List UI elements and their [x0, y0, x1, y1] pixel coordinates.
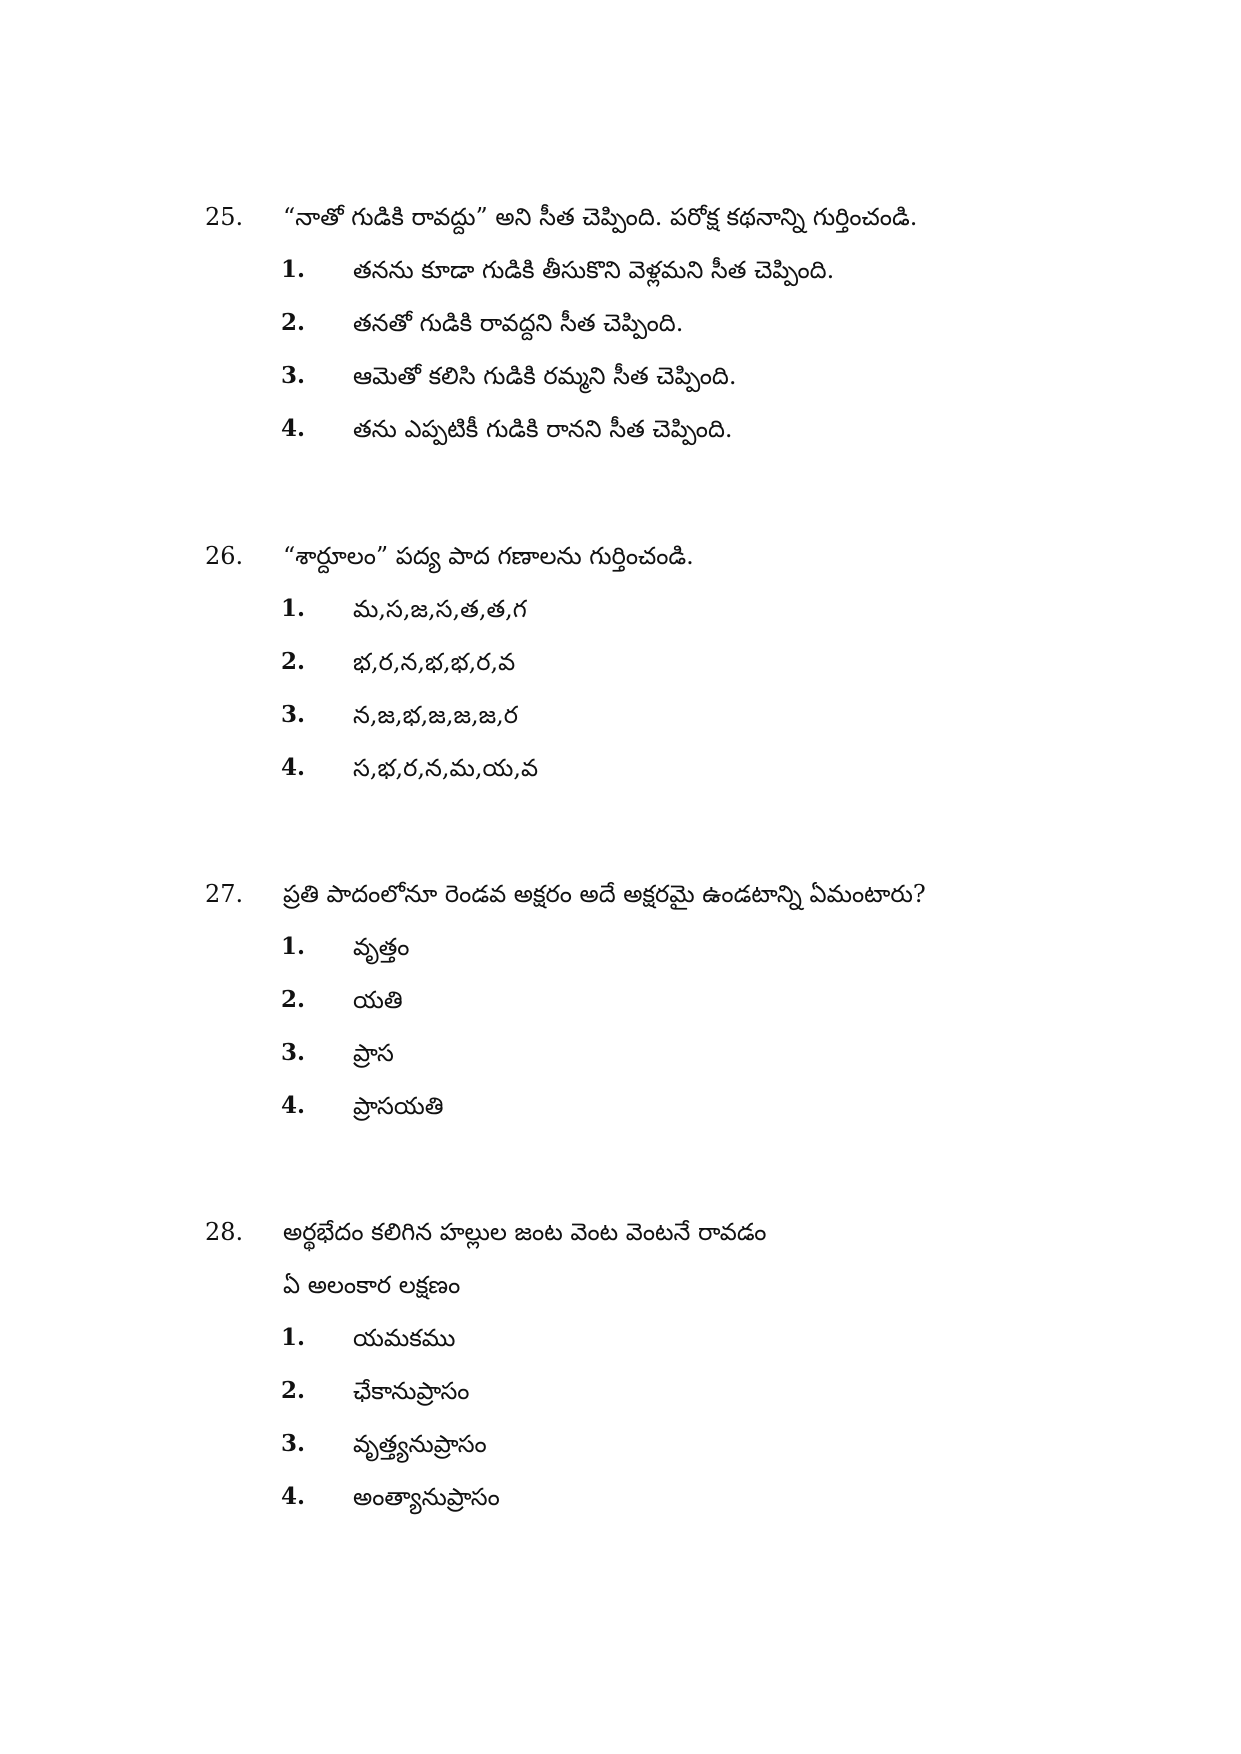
option-number: 3.: [281, 1039, 306, 1066]
option: [0, 356, 1241, 396]
option: [0, 927, 1241, 967]
question-text: “శార్దూలం” పద్య పాద గణాలను గుర్తించండి.: [283, 542, 694, 570]
option-text: మ,స,జ,స,త,త,గ: [353, 595, 527, 623]
option-text: అంత్యానుప్రాసం: [353, 1483, 500, 1511]
question-stem: [0, 874, 1241, 914]
option-number: 2.: [281, 309, 306, 336]
option-text: న,జ,భ,జ,జ,జ,ర: [353, 701, 519, 729]
option-number: 1.: [281, 1324, 306, 1351]
question-number: 28.: [205, 1218, 244, 1246]
option: [0, 1086, 1241, 1126]
option-text: భ,ర,న,భ,భ,ర,వ: [353, 648, 516, 676]
option-number: 4.: [281, 754, 306, 781]
question-stem: [0, 536, 1241, 576]
option-text: వృత్తం: [353, 933, 410, 961]
question-number: 27.: [205, 880, 244, 908]
question-text: ఏ అలంకార లక్షణం: [283, 1271, 461, 1299]
option-number: 3.: [281, 1430, 306, 1457]
option-text: యమకము: [353, 1324, 456, 1352]
option-number: 2.: [281, 986, 306, 1013]
option-text: ప్రాస: [353, 1039, 394, 1067]
option-text: తను ఎప్పటికీ గుడికి రానని సీత చెప్పింది.: [353, 415, 733, 443]
option-number: 3.: [281, 362, 306, 389]
option: [0, 748, 1241, 788]
option-text: యతి: [353, 986, 403, 1014]
option-text: ఛేకానుప్రాసం: [353, 1377, 470, 1405]
option: [0, 1033, 1241, 1073]
question-text: అర్థభేదం కలిగిన హల్లుల జంట వెంట వెంటనే రావడం: [283, 1218, 767, 1246]
option-text: ప్రాసయతి: [353, 1092, 444, 1120]
question-stem: [0, 197, 1241, 237]
option: [0, 1477, 1241, 1517]
option-number: 2.: [281, 648, 306, 675]
question-text: “నాతో గుడికి రావద్దు” అని సీత చెప్పింది. పరోక్ష కథనాన్ని గుర్తించండి.: [283, 203, 918, 231]
question-stem-continuation: [0, 1265, 1241, 1305]
question-number: 25.: [205, 203, 244, 231]
option: [0, 1424, 1241, 1464]
option-number: 4.: [281, 1483, 306, 1510]
option: [0, 1371, 1241, 1411]
option-number: 2.: [281, 1377, 306, 1404]
option: [0, 250, 1241, 290]
option-text: తనను కూడా గుడికి తీసుకొని వెళ్లమని సీత చెప్పింది.: [353, 256, 835, 284]
option-number: 1.: [281, 595, 306, 622]
option-text: వృత్త్యనుప్రాసం: [353, 1430, 487, 1458]
option: [0, 642, 1241, 682]
option-text: తనతో గుడికి రావద్దని సీత చెప్పింది.: [353, 309, 684, 337]
option: [0, 695, 1241, 735]
question-number: 26.: [205, 542, 244, 570]
option-number: 1.: [281, 256, 306, 283]
option-number: 3.: [281, 701, 306, 728]
question-text: ప్రతి పాదంలోనూ రెండవ అక్షరం అదే అక్షరమై ఉండటాన్ని ఏమంటారు?: [283, 880, 926, 908]
option-number: 1.: [281, 933, 306, 960]
question-stem: [0, 1212, 1241, 1252]
option: [0, 1318, 1241, 1358]
option: [0, 589, 1241, 629]
option-number: 4.: [281, 415, 306, 442]
option-text: స,భ,ర,న,మ,య,వ: [353, 754, 539, 782]
option: [0, 980, 1241, 1020]
option: [0, 409, 1241, 449]
option-number: 4.: [281, 1092, 306, 1119]
option-text: ఆమెతో కలిసి గుడికి రమ్మని సీత చెప్పింది.: [353, 362, 737, 390]
option: [0, 303, 1241, 343]
